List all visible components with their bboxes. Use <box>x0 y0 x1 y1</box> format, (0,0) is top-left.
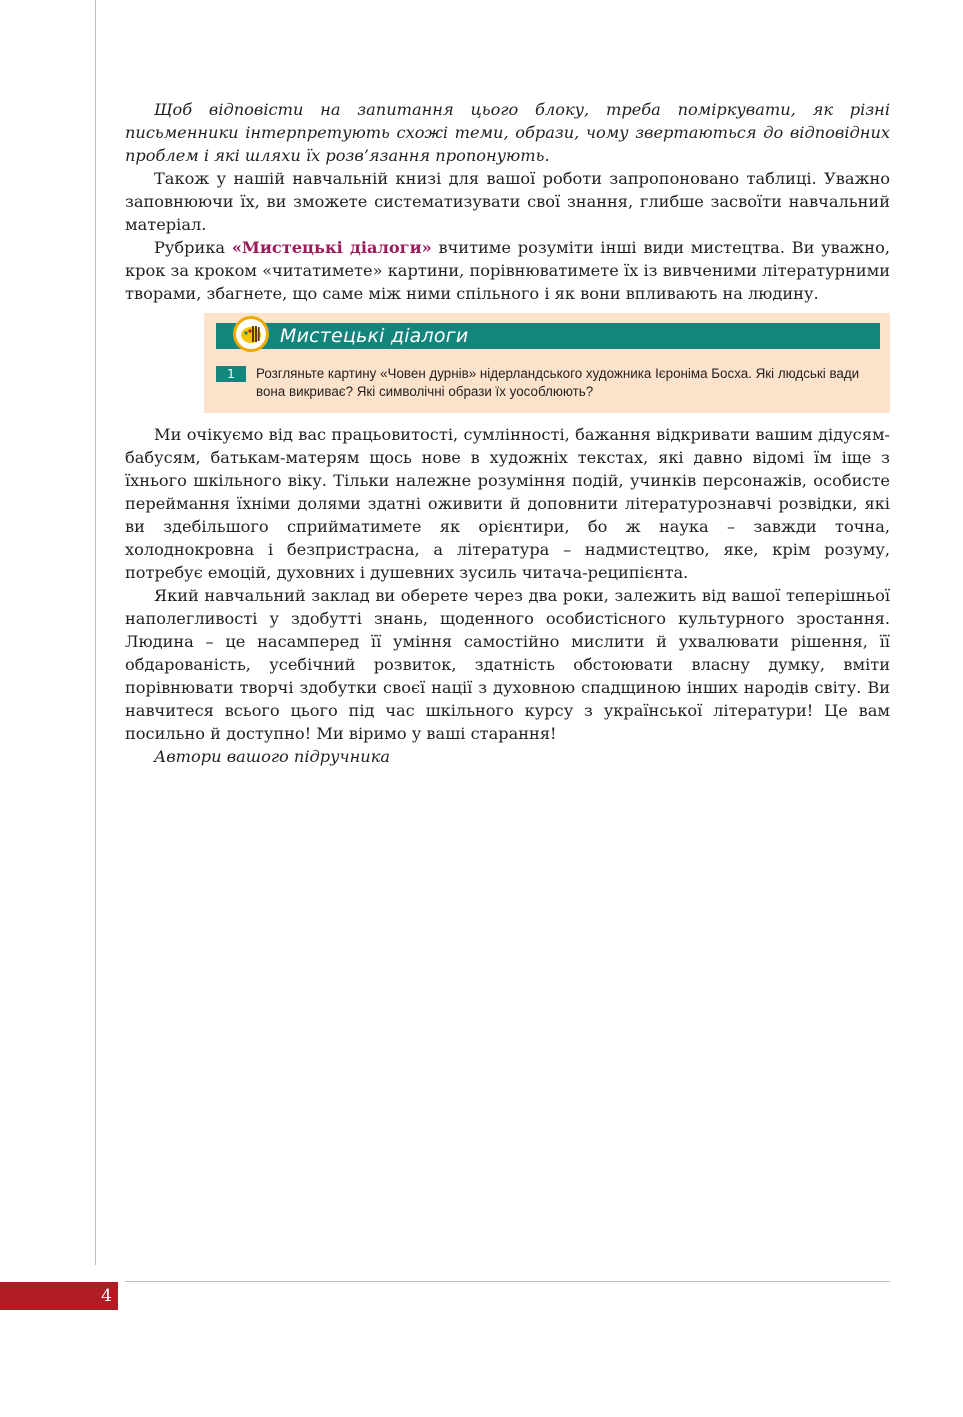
expectations-paragraph: Ми очікуємо від вас працьовитості, сумлінності, бажання відкривати вашим дідусям-бабусям, батькам-матерям щось нове в художніх текстах, які давно відомі їм іще з їхнього шкільного віку. Тільки належне розуміння подій, учинків персонажів, особисте переймання їхніми долями здатні оживити й доповнити літературознавчі розвідки, які ви здебільшого сприйматимете як орієнтири, бо ж наука – завжди точна, холоднокровна і безпристрасна, а література – надмистецтво, яке, крім розуму, потребує емоцій, духовних і душевних зусиль читача-реципієнта. <box>125 425 890 582</box>
future-paragraph: Який навчальний заклад ви оберете через два роки, залежить від вашої теперішньої наполегливості у здобутті знань, щоденного особистісного культурного зростання. Людина – це насамперед її уміння самостійно мислити й ухвалювати рішення, її обдарованість, усебічний розвиток, здатність обстоювати власну думку, вміти порівнювати творчі здобутки своєї нації з духовною спадщиною інших народів світу. Ви навчитеся всього цього під час шкільного курсу з української літератури! Це вам посильно й доступно! Ми віримо у ваші старання! <box>125 586 890 743</box>
art-dialogues-title: Мистецькі діалоги <box>280 324 469 347</box>
task-item <box>216 365 880 401</box>
margin-rule <box>95 0 96 1265</box>
art-dialogues-box <box>204 313 890 413</box>
page-content <box>125 98 890 768</box>
authors-signature: Автори вашого підручника <box>154 747 391 766</box>
task-text: Розгляньте картину «Човен дурнів» нідерландського художника Ієроніма Босха. Які людські вади вона викриває? Які символічні образи їх уособлюють? <box>256 366 860 399</box>
rubric-highlight: «Мистецькі діалоги» <box>231 238 432 257</box>
tables-paragraph: Також у нашій навчальній книзі для вашої роботи запропоновано таблиці. Уважно заповнюючи їх, ви зможете систематизувати свої знання, глибше засвоїти навчальний матеріал. <box>125 169 890 234</box>
palette-brushes-icon <box>233 316 269 352</box>
page-number: 4 <box>0 1282 118 1310</box>
intro-paragraph: Щоб відповісти на запитання цього блоку, треба поміркувати, як різні письменники інтерпретують схожі теми, образи, чому звертаються до відповідних проблем і які шляхи їх розв’язання пропонують. <box>125 100 890 165</box>
task-number-badge: 1 <box>216 366 246 382</box>
rubric-text-after: вчитиме розуміти інші види мистецтва. Ви уважно, крок за кроком «читатимете» картини, порівнюватимете їх із вивченими літературними творами, збагнете, що саме між ними спільного і як вони впливають на людину. <box>125 238 890 303</box>
rubric-paragraph <box>125 236 890 305</box>
rubric-text-before: Рубрика <box>154 238 232 257</box>
footer-rule <box>125 1281 890 1282</box>
art-dialogues-header <box>216 323 880 349</box>
